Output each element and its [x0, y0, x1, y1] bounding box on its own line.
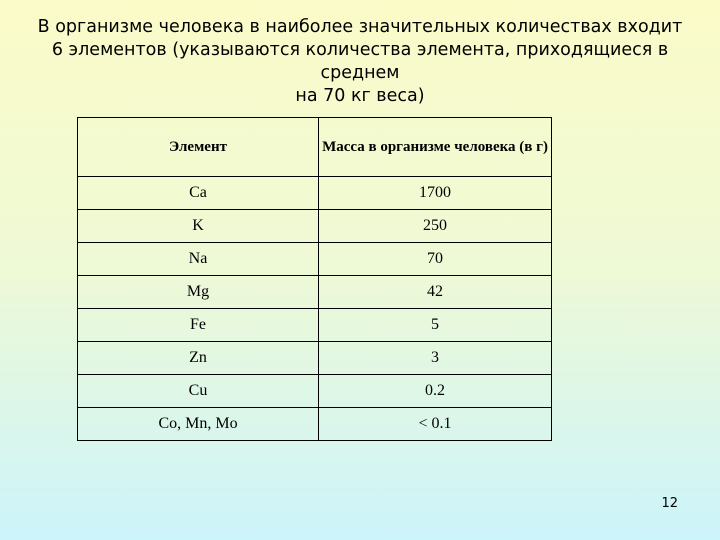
table-row [78, 375, 552, 408]
mass-cell: 70 [319, 243, 552, 276]
table-row [78, 276, 552, 309]
mass-cell: < 0.1 [319, 408, 552, 441]
element-cell: Zn [78, 342, 319, 375]
title-line-2: 6 элементов (указываются количества элемента, приходящиеся в [51, 40, 669, 60]
element-cell: Cu [78, 375, 319, 408]
mass-cell: 0.2 [319, 375, 552, 408]
element-cell: Co, Mn, Mo [78, 408, 319, 441]
page-number: 12 [661, 496, 678, 511]
title-line-4: на 70 кг веса) [295, 86, 425, 106]
elements-table [77, 117, 552, 441]
header-mass: Масса в организме человека (в г) [319, 118, 552, 177]
title-line-3: среднем [320, 63, 400, 83]
table-row [78, 309, 552, 342]
mass-cell: 42 [319, 276, 552, 309]
header-element: Элемент [78, 118, 319, 177]
table-row [78, 177, 552, 210]
element-cell: Na [78, 243, 319, 276]
mass-cell: 250 [319, 210, 552, 243]
element-cell: Fe [78, 309, 319, 342]
table-header-row [78, 118, 552, 177]
mass-cell: 1700 [319, 177, 552, 210]
table-row [78, 210, 552, 243]
table-row [78, 342, 552, 375]
mass-cell: 3 [319, 342, 552, 375]
element-cell: K [78, 210, 319, 243]
table-row [78, 243, 552, 276]
table-row [78, 408, 552, 441]
title-line-1: В организме человека в наиболее значительных количествах входит [37, 17, 683, 37]
mass-cell: 5 [319, 309, 552, 342]
element-cell: Ca [78, 177, 319, 210]
element-cell: Mg [78, 276, 319, 309]
slide-title [20, 16, 700, 108]
